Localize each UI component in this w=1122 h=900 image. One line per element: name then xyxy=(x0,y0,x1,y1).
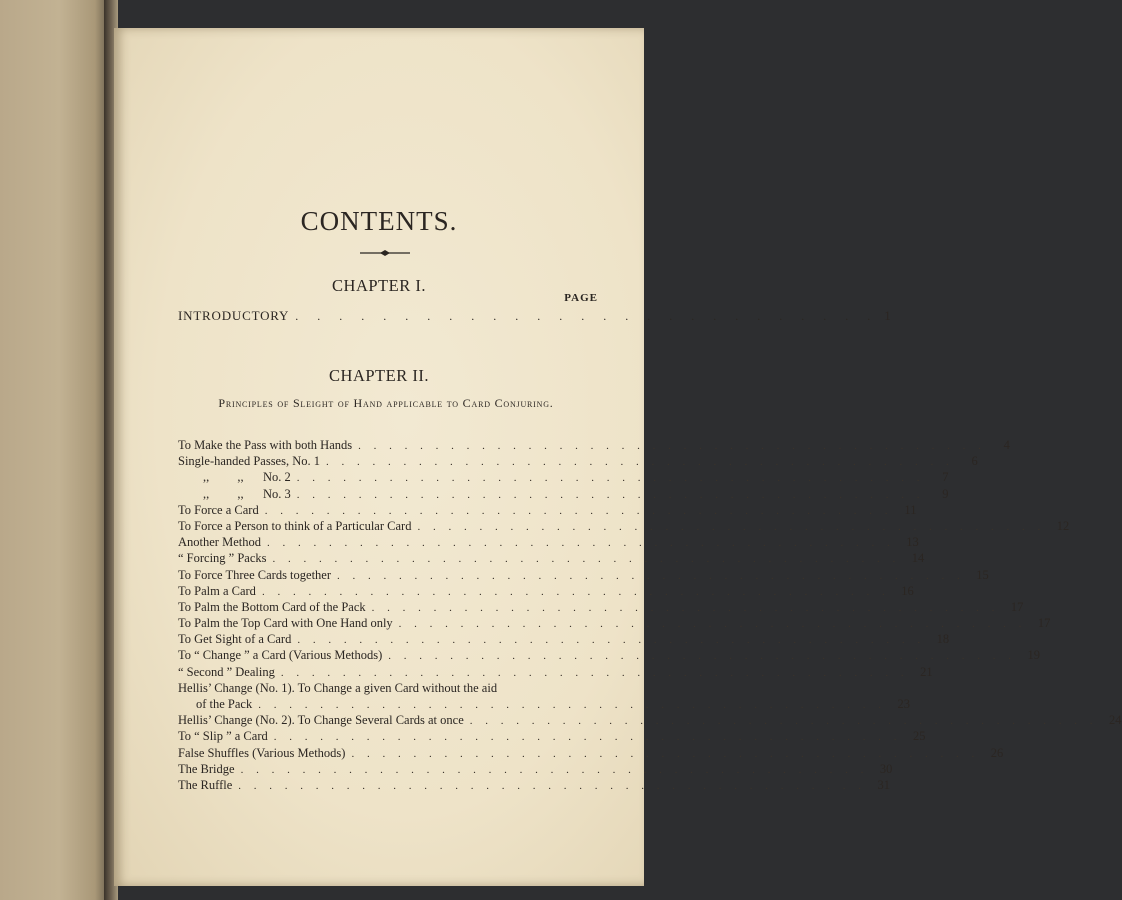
leader-dots xyxy=(262,586,890,598)
ornament-rule xyxy=(360,248,410,258)
toc-entry[interactable] xyxy=(178,470,949,486)
toc-entry[interactable] xyxy=(178,502,917,519)
toc-entry-label: To Palm the Bottom Card of the Pack xyxy=(178,599,366,614)
toc-entry-page: 24 xyxy=(1109,713,1122,728)
leader-dots xyxy=(297,634,925,646)
toc-entry-page: 9 xyxy=(942,486,949,501)
leader-dots xyxy=(326,456,954,468)
toc-entry[interactable] xyxy=(178,777,891,794)
toc-entry-page: 31 xyxy=(877,777,891,792)
toc-entry-page: 25 xyxy=(912,729,926,744)
leader-dots xyxy=(399,618,1027,630)
toc-entry[interactable] xyxy=(178,745,1004,762)
leader-dots xyxy=(273,553,901,565)
leader-dots xyxy=(337,570,965,582)
toc-entry-page: 21 xyxy=(920,664,933,679)
toc-entry-label: False Shuffles (Various Methods) xyxy=(178,745,346,760)
leader-dots xyxy=(274,731,902,743)
toc-entry-label: To Force a Person to think of a Particular Card xyxy=(178,518,412,533)
leader-dots xyxy=(258,699,886,711)
toc-entry-label: Another Method xyxy=(178,535,261,550)
toc-entry-page: 23 xyxy=(897,697,910,711)
leader-dots xyxy=(297,472,925,484)
toc-entry[interactable] xyxy=(178,697,910,713)
toc-entry[interactable] xyxy=(178,567,989,584)
toc-entry[interactable] xyxy=(178,438,1010,454)
toc-entry-label: To “ Slip ” a Card xyxy=(178,729,268,744)
leader-dots xyxy=(281,667,909,679)
leader-dots xyxy=(470,715,1098,727)
toc-entry[interactable] xyxy=(178,729,926,745)
toc-entry-page: 13 xyxy=(906,535,919,550)
toc-entry-page: 6 xyxy=(971,454,978,469)
toc-entry-page: 26 xyxy=(990,745,1004,760)
toc-entry[interactable] xyxy=(178,599,1024,616)
toc-entry-label: of the Pack xyxy=(196,697,253,711)
toc-entry-page: 17 xyxy=(1037,616,1051,631)
chapter-2-heading: CHAPTER II. xyxy=(329,366,429,385)
toc-entry-label: “ Forcing ” Packs xyxy=(178,551,267,566)
toc-entry-page: 18 xyxy=(936,632,950,647)
toc-entry-label: The Bridge xyxy=(178,761,235,776)
toc-entry-label: To “ Change ” a Card (Various Methods) xyxy=(178,648,383,663)
toc-entry[interactable] xyxy=(178,616,1051,632)
leader-dots xyxy=(358,440,986,452)
leader-dots xyxy=(267,537,895,549)
toc-entry-label xyxy=(178,470,291,485)
chapter-2-subtitle: Principles of Sleight of Hand applicable to Card Conjuring. xyxy=(218,396,554,410)
toc-entry[interactable] xyxy=(178,486,949,503)
leader-dots xyxy=(372,602,1000,614)
toc-entry[interactable] xyxy=(178,648,1041,664)
toc-entry-introductory[interactable] xyxy=(178,308,892,326)
toc-entry-page: 12 xyxy=(1056,518,1070,533)
leader-dots xyxy=(241,764,869,776)
leader-dots xyxy=(297,489,925,501)
leader-dots xyxy=(265,505,893,517)
chapter-2-toc xyxy=(178,438,1122,794)
toc-entry[interactable] xyxy=(178,632,950,648)
toc-entry[interactable] xyxy=(178,551,925,567)
toc-entry-label: To Force Three Cards together xyxy=(178,567,332,582)
toc-entry-page: 19 xyxy=(1027,648,1041,663)
ditto-marks: ,, ,, xyxy=(203,486,244,501)
toc-entry-label: To Palm a Card xyxy=(178,583,256,598)
toc-entry-label: Hellis’ Change (No. 2). To Change Several Cards at once xyxy=(178,713,464,728)
toc-entry[interactable] xyxy=(178,761,893,778)
leader-dots xyxy=(351,748,979,760)
toc-entry-label: To Palm the Top Card with One Hand only xyxy=(178,616,393,631)
toc-entry-label: To Force a Card xyxy=(178,502,259,517)
page-column-label: PAGE xyxy=(564,292,598,304)
leader-dots: . . . . . . . . . . . . . . . . . . . . . . . . . . . xyxy=(295,309,879,323)
chapter-1-heading: CHAPTER I. xyxy=(332,276,426,295)
facing-page xyxy=(0,0,108,900)
toc-entry-page: 7 xyxy=(942,470,949,485)
ditto-marks: ,, ,, xyxy=(203,470,244,485)
toc-entry-label xyxy=(178,487,291,502)
toc-entry-page: 14 xyxy=(911,551,925,566)
toc-entry-label: INTRODUCTORY xyxy=(178,308,290,323)
toc-entry-label: To Get Sight of a Card xyxy=(178,632,292,647)
toc-entry-page: 16 xyxy=(901,583,914,598)
leader-dots xyxy=(417,521,1045,533)
toc-entry-page: 30 xyxy=(879,761,893,776)
contents-page xyxy=(114,28,1122,886)
toc-entry-page: 15 xyxy=(976,567,989,582)
toc-entry[interactable] xyxy=(178,454,978,470)
toc-entry[interactable] xyxy=(178,664,933,681)
toc-entry-page: 11 xyxy=(904,502,917,517)
toc-entry-page: 4 xyxy=(1003,438,1010,452)
toc-entry[interactable] xyxy=(178,535,919,551)
toc-entry[interactable] xyxy=(178,681,598,697)
leader-dots xyxy=(388,650,1016,662)
toc-entry-page: 1 xyxy=(884,308,892,323)
toc-entry-label: Single-handed Passes, No. 1 xyxy=(178,454,320,469)
toc-entry-text: No. 3 xyxy=(263,486,291,501)
toc-entry[interactable] xyxy=(178,713,1122,729)
toc-entry-label: To Make the Pass with both Hands xyxy=(178,438,353,452)
toc-entry-label: The Ruffle xyxy=(178,777,233,792)
page-title: CONTENTS. xyxy=(300,206,458,236)
toc-entry-label: “ Second ” Dealing xyxy=(178,664,275,679)
toc-entry-page: 17 xyxy=(1010,599,1024,614)
toc-entry-label: Hellis’ Change (No. 1). To Change a given Card without the aid xyxy=(178,680,498,695)
toc-entry[interactable] xyxy=(178,518,1070,535)
leader-dots xyxy=(238,780,866,792)
toc-entry[interactable] xyxy=(178,583,914,600)
toc-entry-text: No. 2 xyxy=(263,470,291,485)
